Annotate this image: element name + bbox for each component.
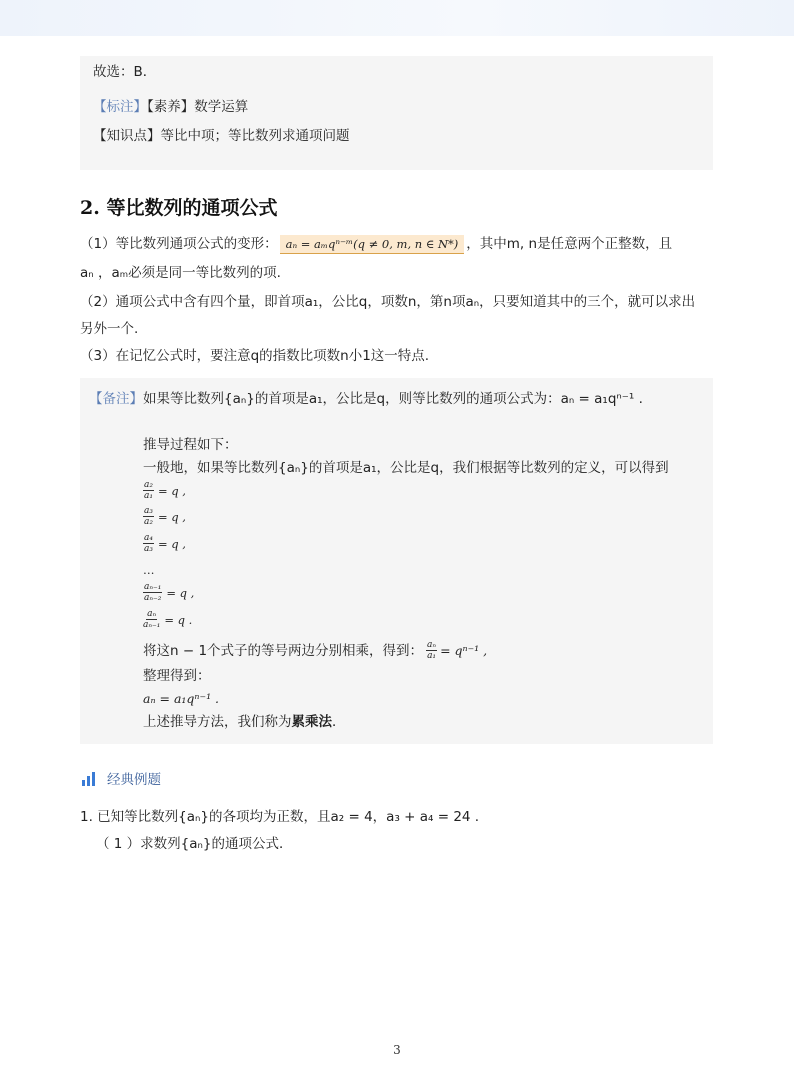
tag-label: 【标注】 (93, 99, 147, 115)
fraction-line: $\frac{\text{a₃}}{\text{a₂}}$ = q , (144, 506, 186, 527)
note-line1 (89, 390, 643, 408)
fraction-line: $\frac{\text{a₂}}{\text{a₁}}$ = q , (144, 480, 186, 501)
bar-chart-icon (82, 772, 95, 786)
fraction-line: $\frac{\text{aₙ₋₁}}{\text{aₙ₋₂}}$ = q , (144, 582, 195, 603)
method-line: 上述推导方法，我们称为累乘法． (143, 714, 346, 730)
result-formula: aₙ = a₁qⁿ⁻¹ . (143, 691, 220, 706)
conclusion-text: 故选：B． (93, 64, 157, 80)
multiply-text: 将这n − 1个式子的等号两边分别相乘，得到： (143, 642, 424, 659)
item1-prefix: （1）等比数列通项公式的变形： (80, 236, 278, 252)
item2-line2: 另外一个. (80, 321, 139, 337)
tag-value: 【素养】数学运算 (147, 99, 249, 115)
item1-line1 (80, 235, 672, 254)
method-name: 累乘法 (291, 714, 332, 730)
note-label: 【备注】 (89, 391, 143, 407)
examples-heading: 经典例题 (107, 772, 161, 788)
derive-title: 推导过程如下： (143, 437, 238, 453)
section-title: 2. 等比数列的通项公式 (80, 197, 278, 219)
multiply-line (143, 640, 487, 661)
item3-text: （3）在记忆公式时，要注意q的指数比项数n小1这一特点. (80, 348, 430, 364)
fraction-line: $\frac{\text{aₙ}}{\text{aₙ₋₁}}$ = q . (143, 609, 193, 630)
page-number: 3 (393, 1043, 401, 1057)
fraction: $\frac{\text{aₙ}}{\text{aₙ₋₁}}$ (143, 609, 161, 630)
top-banner (0, 0, 794, 36)
question-1: 1. 已知等比数列{aₙ}的各项均为正数，且a₂ = 4，a₃ + a₄ = 24 . (80, 809, 480, 825)
highlighted-formula: aₙ = aₘqⁿ⁻ᵐ(q ≠ 0, m, n ∈ N*) (280, 235, 465, 254)
multiply-rhs: = qⁿ⁻¹ , (440, 642, 488, 658)
fraction-line: $\frac{\text{a₄}}{\text{a₃}}$ = q , (144, 533, 186, 554)
item2-line1: （2）通项公式中含有四个量，即首项a₁，公比q，项数n，第n项aₙ，只要知道其中的三个，就可以求出 (80, 294, 696, 310)
item1-line2: aₙ ，aₘ必须是同一等比数列的项. (80, 265, 281, 281)
fraction: $\frac{\text{aₙ₋₁}}{\text{aₙ₋₂}}$ (144, 582, 162, 603)
knowledge-point: 【知识点】等比中项；等比数列求通项问题 (93, 128, 350, 144)
fraction: $\frac{\text{a₃}}{\text{a₂}}$ (144, 506, 153, 527)
simplify-text: 整理得到： (143, 668, 211, 684)
note-text: 如果等比数列{aₙ}的首项是a₁，公比是q，则等比数列的通项公式为：aₙ = a₁qⁿ⁻¹ . (143, 391, 643, 407)
derive-intro: 一般地，如果等比数列{aₙ}的首项是a₁，公比是q，我们根据等比数列的定义，可以得到 (143, 460, 669, 476)
multiply-fraction: $\frac{\text{aₙ}}{\text{a₁}}$ (427, 640, 437, 661)
tag-line (93, 98, 248, 116)
fraction: $\frac{\text{a₄}}{\text{a₃}}$ (144, 533, 153, 554)
fraction: $\frac{\text{a₂}}{\text{a₁}}$ (144, 480, 153, 501)
ellipsis: … (143, 563, 155, 577)
question-1-part-1: （ 1 ）求数列{aₙ}的通项公式． (96, 836, 293, 852)
item1-suffix: ，其中m, n是任意两个正整数，且 (466, 236, 673, 252)
